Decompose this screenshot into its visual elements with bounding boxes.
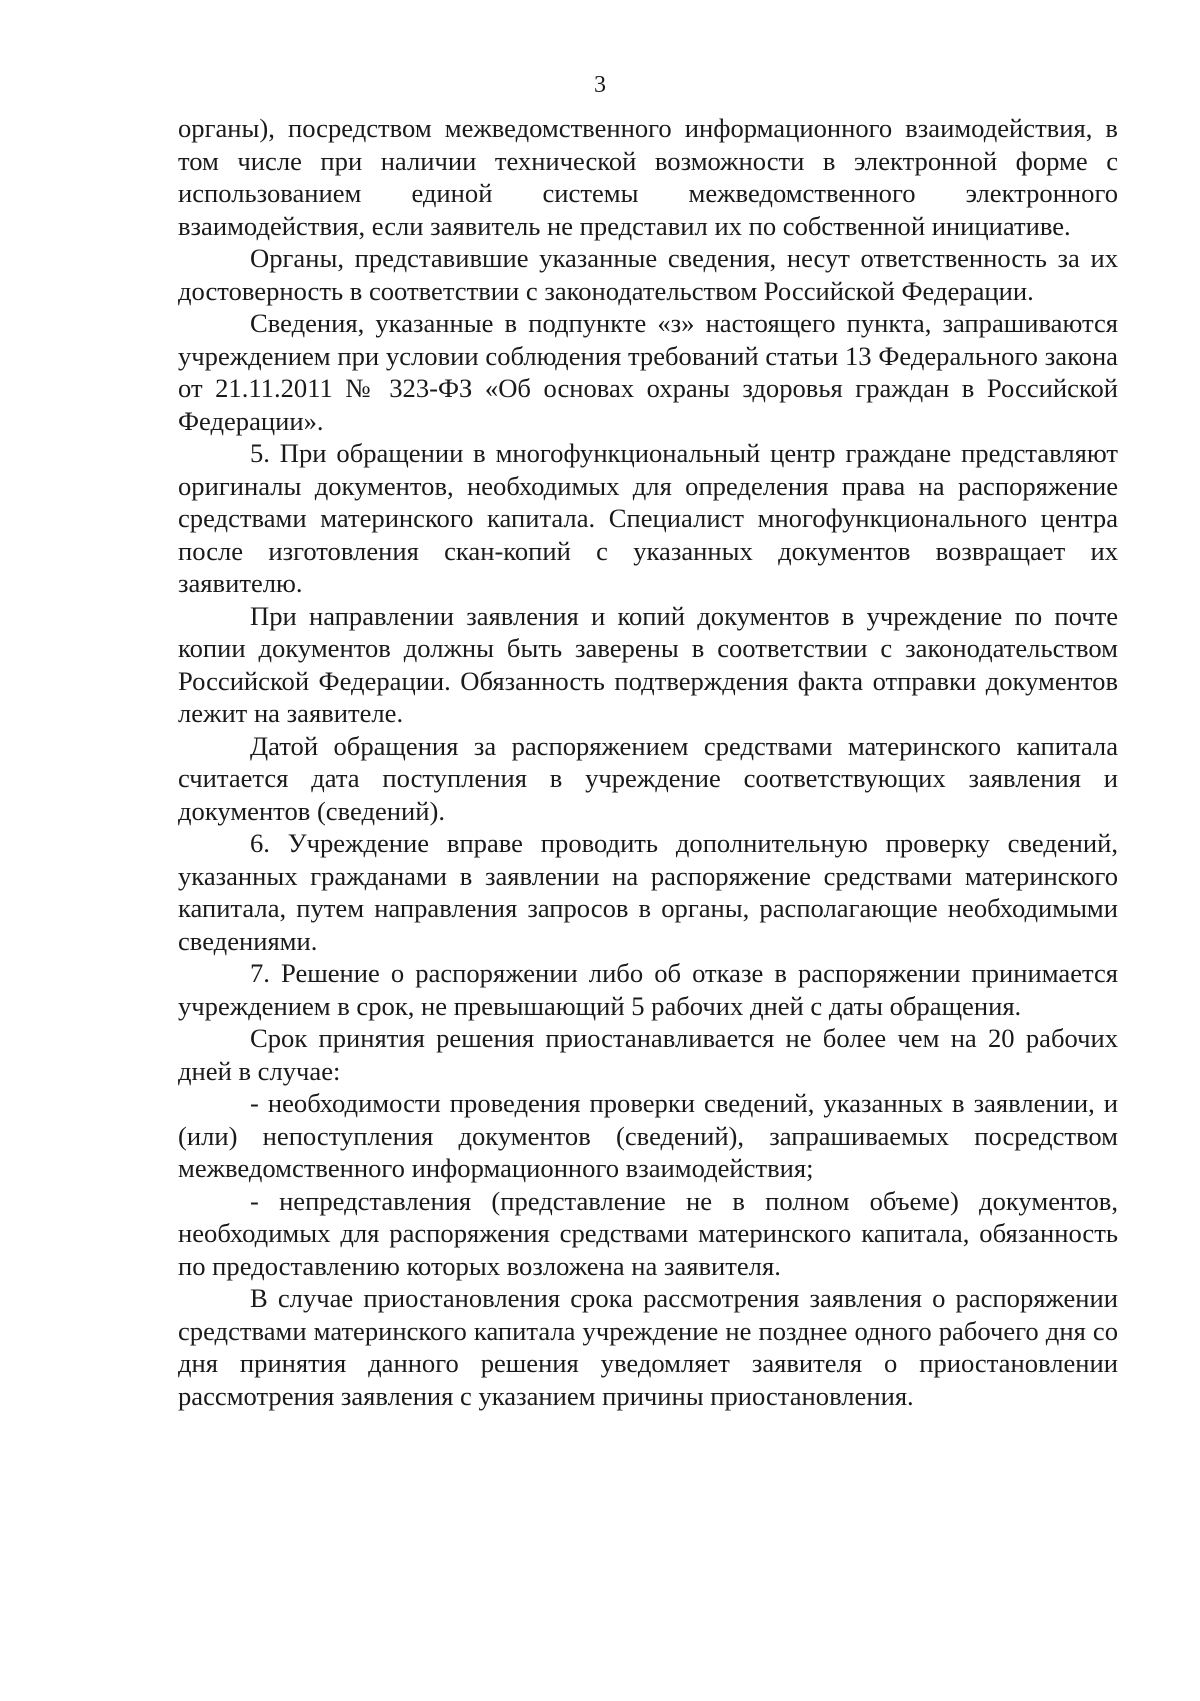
paragraph: Датой обращения за распоряжением средствами материнского капитала считается дата поступления в учреждение соответствующих заявления и документов (сведений). <box>178 730 1118 826</box>
page-number: 3 <box>594 72 606 98</box>
paragraph: 7. Решение о распоряжении либо об отказе в распоряжении принимается учреждением в срок, не превышающий 5 рабочих дней с даты обращения. <box>178 958 1118 1021</box>
paragraph: 6. Учреждение вправе проводить дополнительную проверку сведений, указанных гражданами в заявлении на распоряжение средствами материнского капитала, путем направления запросов в органы, располагающие необходимыми сведениями. <box>178 828 1118 956</box>
list-item: - необходимости проведения проверки сведений, указанных в заявлении, и (или) непоступления документов (сведений), запрашиваемых посредством межведомственного информационного взаимодействия; <box>178 1088 1118 1183</box>
paragraph: Органы, представившие указанные сведения, несут ответственность за их достоверность в соответствии с законодательством Российской Федерации. <box>178 243 1118 306</box>
paragraph: органы), посредством межведомственного информационного взаимодействия, в том числе при наличии технической возможности в электронной форме с использованием единой системы межведомственного электронного взаимодействия, если заявитель не представил их по собственной инициативе. <box>178 113 1118 241</box>
paragraph: Сведения, указанные в подпункте «з» настоящего пункта, запрашиваются учреждением при условии соблюдения требований статьи 13 Федерального закона от 21.11.2011 № 323-ФЗ «Об основах охраны здоровья граждан в Российской Федерации». <box>178 308 1118 436</box>
paragraph: При направлении заявления и копий документов в учреждение по почте копии документов должны быть заверены в соответствии с законодательством Российской Федерации. Обязанность подтверждения факта отправки документов лежит на заявителе. <box>178 600 1118 728</box>
paragraph: 5. При обращении в многофункциональный центр граждане представляют оригиналы документов, необходимых для определения права на распоряжение средствами материнского капитала. Специалист многофункционального центра после изготовления скан-копий с указанных документов возвращает их заявителю. <box>178 438 1118 598</box>
list-item: - непредставления (представление не в полном объеме) документов, необходимых для распоряжения средствами материнского капитала, обязанность по предоставлению которых возложена на заявителя. <box>178 1185 1118 1281</box>
document-body <box>178 112 1118 1412</box>
paragraph: В случае приостановления срока рассмотрения заявления о распоряжении средствами материнского капитала учреждение не позднее одного рабочего дня со дня принятия данного решения уведомляет заявителя о приостановлении рассмотрения заявления с указанием причины приостановления. <box>178 1283 1118 1411</box>
paragraph: Срок принятия решения приостанавливается не более чем на 20 рабочих дней в случае: <box>178 1023 1118 1086</box>
